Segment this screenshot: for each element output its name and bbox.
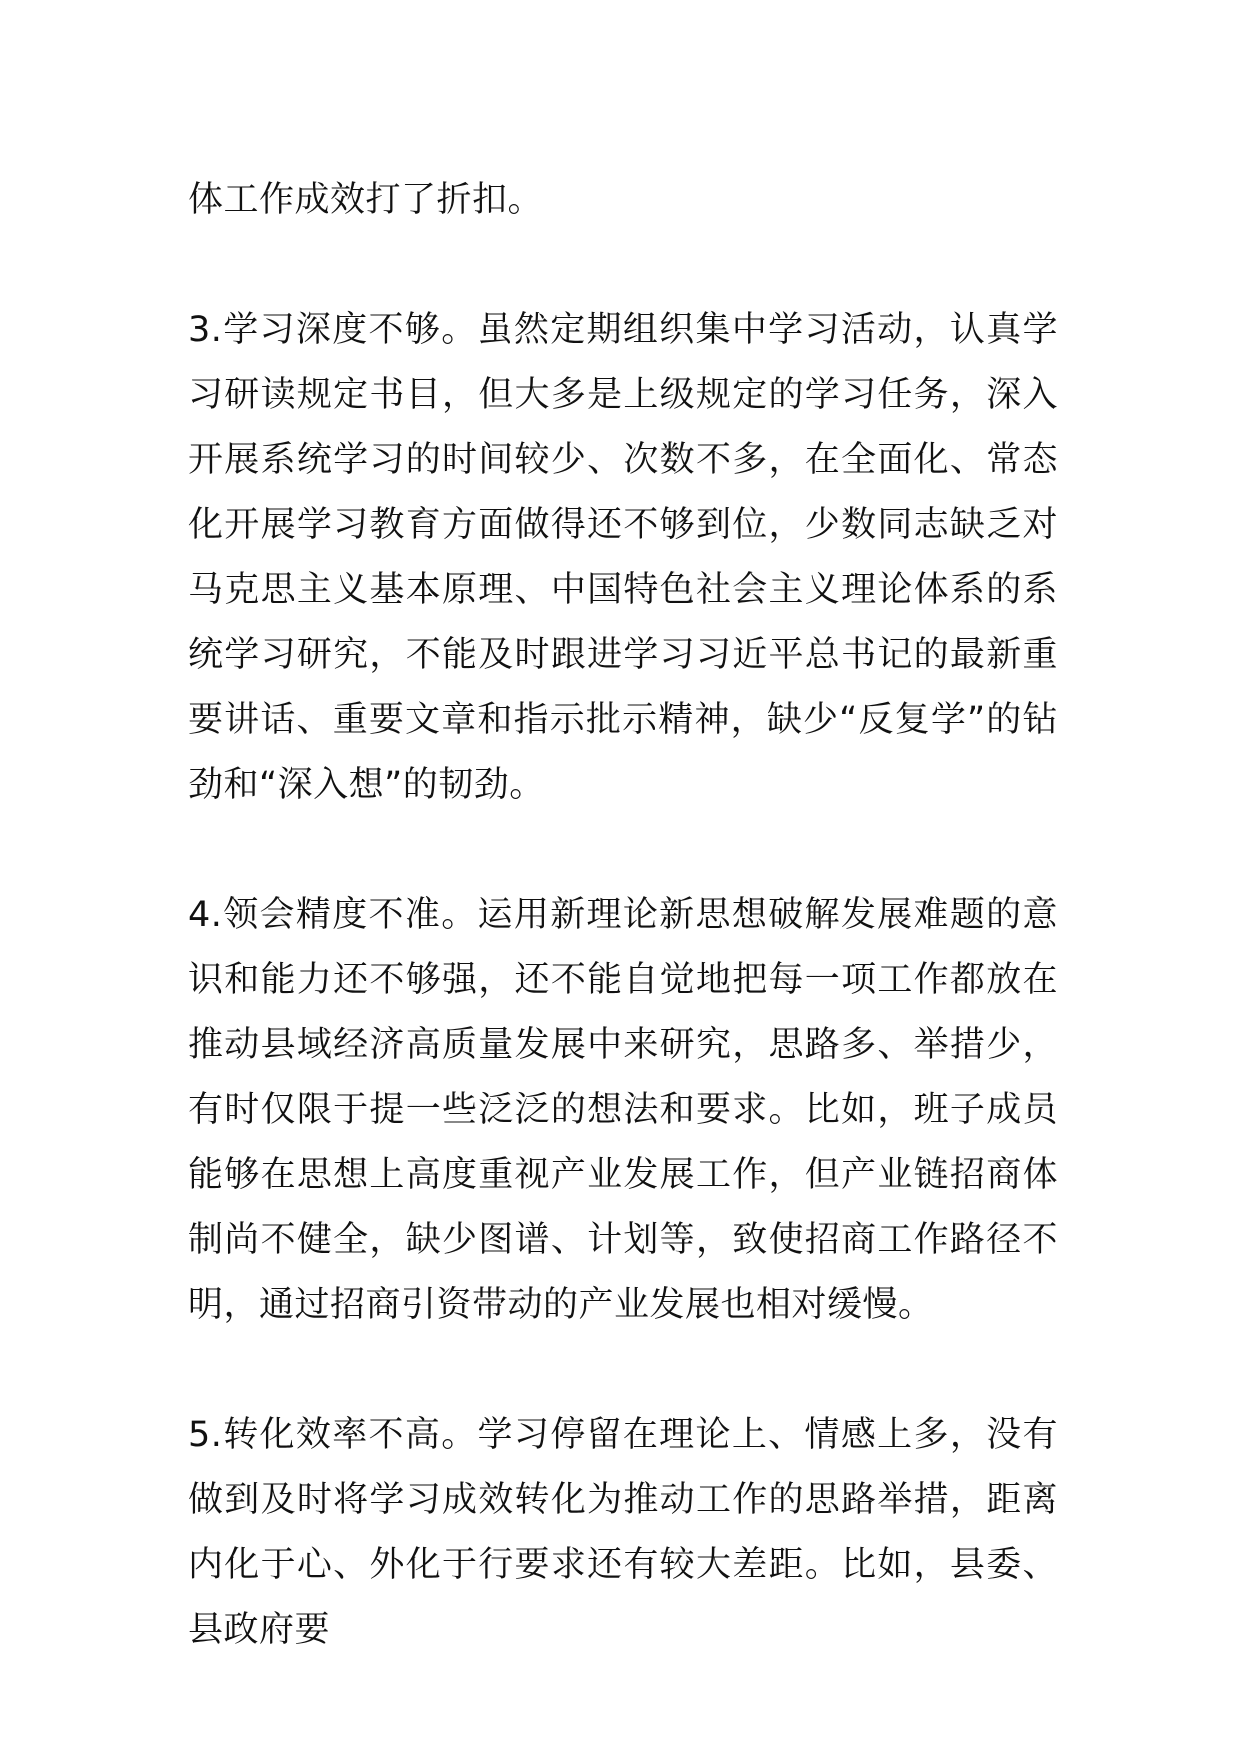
paragraph-continuation: 体工作成效打了折扣。	[188, 180, 544, 220]
paragraph-item-3: 3.学习深度不够。虽然定期组织集中学习活动，认真学习研读规定书目，但大多是上级规定的学习任务，深入开展系统学习的时间较少、次数不多，在全面化、常态化开展学习教育方面做得还不够到位，少数同志缺乏对马克思主义基本原理、中国特色社会主义理论体系的系统学习研究，不能及时跟进学习习近平总书记的最新重要讲话、重要文章和指示批示精神，缺少“反复学”的钻劲和“深入想”的韧劲。	[188, 310, 1058, 805]
document-body	[188, 168, 1058, 1663]
paragraph-item-5: 5.转化效率不高。学习停留在理论上、情感上多，没有做到及时将学习成效转化为推动工作的思路举措，距离内化于心、外化于行要求还有较大差距。比如，县委、县政府要	[188, 1415, 1058, 1650]
paragraph-item-4: 4.领会精度不准。运用新理论新思想破解发展难题的意识和能力还不够强，还不能自觉地把每一项工作都放在推动县域经济高质量发展中来研究，思路多、举措少，有时仅限于提一些泛泛的想法和要求。比如，班子成员能够在思想上高度重视产业发展工作，但产业链招商体制尚不健全，缺少图谱、计划等，致使招商工作路径不明，通过招商引资带动的产业发展也相对缓慢。	[188, 895, 1058, 1325]
